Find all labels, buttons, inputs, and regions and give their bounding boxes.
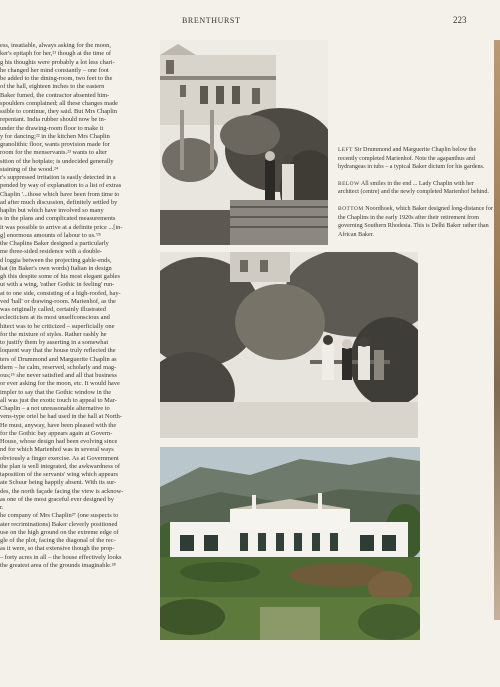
body-text-line: use on the high ground on the extreme edge of xyxy=(0,528,119,536)
body-text-line: repentant. India rubber should now be in- xyxy=(0,116,106,124)
body-text-line: spoulders complained; all these changes made xyxy=(0,99,119,107)
body-text-line: y for dancing;²² in the kitchen Mrs Chaplin xyxy=(0,132,110,140)
body-text-line: vens-type oriel he had used in the hall at North- xyxy=(0,413,122,421)
body-text-line: d loggia between the projecting gable-ends, xyxy=(0,256,112,264)
body-text-line: nd for which Marienhof was in several ways xyxy=(0,446,114,454)
body-text-line: ess, insatiable, always asking for the moon, xyxy=(0,42,111,49)
body-text-line: as one of the most graceful ever designed by xyxy=(0,495,114,503)
body-text-line: granolithic floor, wants provision made for xyxy=(0,141,110,148)
body-text-line: ker's epitaph for her,²¹ though at the time of xyxy=(0,50,112,58)
caption-column xyxy=(338,140,496,247)
body-text-line: be added to the dining-room, two feet to the xyxy=(0,75,113,82)
body-text-line: room for the menservants.²³ wants to alter xyxy=(0,149,107,157)
body-text-column xyxy=(0,42,154,654)
body-text-line: s in the plans and complicated measurements xyxy=(0,215,116,223)
caption-left xyxy=(338,146,496,172)
body-text-line: g his thoughts were probably a lot less chari- xyxy=(0,58,115,66)
body-text-line: it was possible to arrive at a definite price ...[in- xyxy=(0,223,123,231)
body-text-line: haplin but which have involved so many xyxy=(0,207,104,214)
body-text-line: ous;²⁶ she never satisfied and all that business xyxy=(0,372,117,379)
body-text-line: me three-sided residence with a double- xyxy=(0,248,103,256)
body-text-line: the greatest area of the grounds imaginable.²⁸ xyxy=(0,561,116,569)
body-text-line: ved 'hall' or drawing-room. Marienhof, as the xyxy=(0,297,116,305)
body-text-line: obviously a finger exercise. As at Government xyxy=(0,454,119,462)
caption-label: BELOW xyxy=(338,180,360,187)
body-text-line: impler to say that the Gothic window in the xyxy=(0,388,112,396)
body-text-line: was originally called, certainly illustrated xyxy=(0,306,106,313)
body-text-line: g] enormous amounts of labour to us.'²⁵ xyxy=(0,231,101,239)
body-text-line: r's suppressed irritation is easily detected in a xyxy=(0,174,116,181)
body-text-line: He must, anyway, have been pleased with the xyxy=(0,421,117,429)
body-text-line: or ever asking for the moon, etc. It would have xyxy=(0,380,120,388)
page-number: 223 xyxy=(453,15,467,25)
photo-house-with-figures xyxy=(160,40,328,245)
body-text-line: sition of the hotplate; is undecided generally xyxy=(0,157,114,165)
caption-below xyxy=(338,180,496,197)
body-text-line: staining of the wood.²⁴ xyxy=(0,165,59,173)
body-text-line: the plan is well integrated, the awkwardness of xyxy=(0,462,120,470)
caption-bottom xyxy=(338,205,496,239)
body-text-line: ssible to continue, they said. But Mrs Chaplin xyxy=(0,108,117,115)
body-text-line: pended by way of explanation to a list of extras xyxy=(0,182,122,190)
caption-label: BOTTOM xyxy=(338,206,364,213)
body-text-line: hat (in Baker's own words) Italian in design xyxy=(0,264,112,272)
body-text-line: he changed her mind constantly – one foot xyxy=(0,66,109,74)
body-text-line: loquent way that the house truly reflected the xyxy=(0,347,116,355)
body-text-line: r. xyxy=(0,504,4,511)
body-text-line: taposition of the servants' wing which appears xyxy=(0,471,118,478)
body-text-line: ad after much discussion, definitely settled by xyxy=(0,198,118,206)
body-text-line: des, the north façade facing the view is acknow- xyxy=(0,487,124,495)
page-header xyxy=(0,0,500,40)
caption-text: Noordhoek, which Baker designed long-distance for the Chaplins in the early 1920s after their retirement from governing Southern Rhodesia. This is Delhi Baker rather than African Baker. xyxy=(338,206,493,238)
caption-text: Sir Drummond and Marguerite Chaplin below the recently completed Marienhof. Note the agapanthus and hydrangeas in tubs – a typical Baker dictum for his gardens. xyxy=(338,147,485,171)
body-text-line: ate Schuur being happily absent. With its sur- xyxy=(0,479,117,487)
body-text-line: to justify them by asserting in a somewhat xyxy=(0,339,109,346)
photo-group-in-garden xyxy=(160,252,418,438)
body-text-line: – forty acres in all – the house effectively looks xyxy=(0,553,122,561)
body-text-line: eclecticism at its most unselfconscious and xyxy=(0,314,110,322)
body-text-line: House, whose design had been evolving since xyxy=(0,438,118,445)
body-text-line: Chaplin – a not unreasonable alternative to xyxy=(0,405,110,412)
body-text-line: the Chaplins Baker designed a particularly xyxy=(0,240,109,247)
body-text-line: gh this despite some of his most elegant gables xyxy=(0,273,120,280)
caption-label: LEFT xyxy=(338,147,353,154)
body-text-line: gle of the plot, facing the diagonal of the rec- xyxy=(0,537,116,544)
body-text-line: under the drawing-room floor to make it xyxy=(0,124,104,132)
adjacent-page-edge xyxy=(494,40,500,620)
caption-text: All smiles in the end ... Lady Chaplin with her architect (centre) and the newly completed Marienhof behind. xyxy=(338,180,489,196)
body-text-line: them – he calm, reserved, scholarly and mag- xyxy=(0,363,117,371)
body-text-line: ater recriminations) Baker cleverly positioned xyxy=(0,520,118,528)
body-text-line: Chaplin '...those which have been from time to xyxy=(0,190,120,198)
body-text-line: he company of Mrs Chaplin²⁷ (one suspects to xyxy=(0,512,119,520)
body-text-line: for the Gothic bay appears again at Govern- xyxy=(0,429,113,437)
body-text-line: at to one side, consisting of a high-roofed, hay- xyxy=(0,289,121,297)
body-text-line: Baker fumed, the contractor absented him- xyxy=(0,91,110,99)
body-text-line: of the hall, eighteen inches to the eastern xyxy=(0,83,105,91)
body-text-line: ters of Drummond and Marguerite Chaplin as xyxy=(0,355,117,363)
body-text-line: as it were, so that extensive though the prop- xyxy=(0,545,115,553)
photo-noordhoek-house xyxy=(160,447,420,640)
body-text-line: for the mixture of styles. Rather rashly he xyxy=(0,330,107,338)
running-head: BRENTHURST xyxy=(182,16,241,25)
body-text-line: hitect was to be criticized – superficially one xyxy=(0,322,115,330)
body-text-line: ut with a wing, 'rather Gothic in feeling' run- xyxy=(0,281,115,289)
body-text-line: all was just the exotic touch to appeal to Mar- xyxy=(0,396,117,404)
